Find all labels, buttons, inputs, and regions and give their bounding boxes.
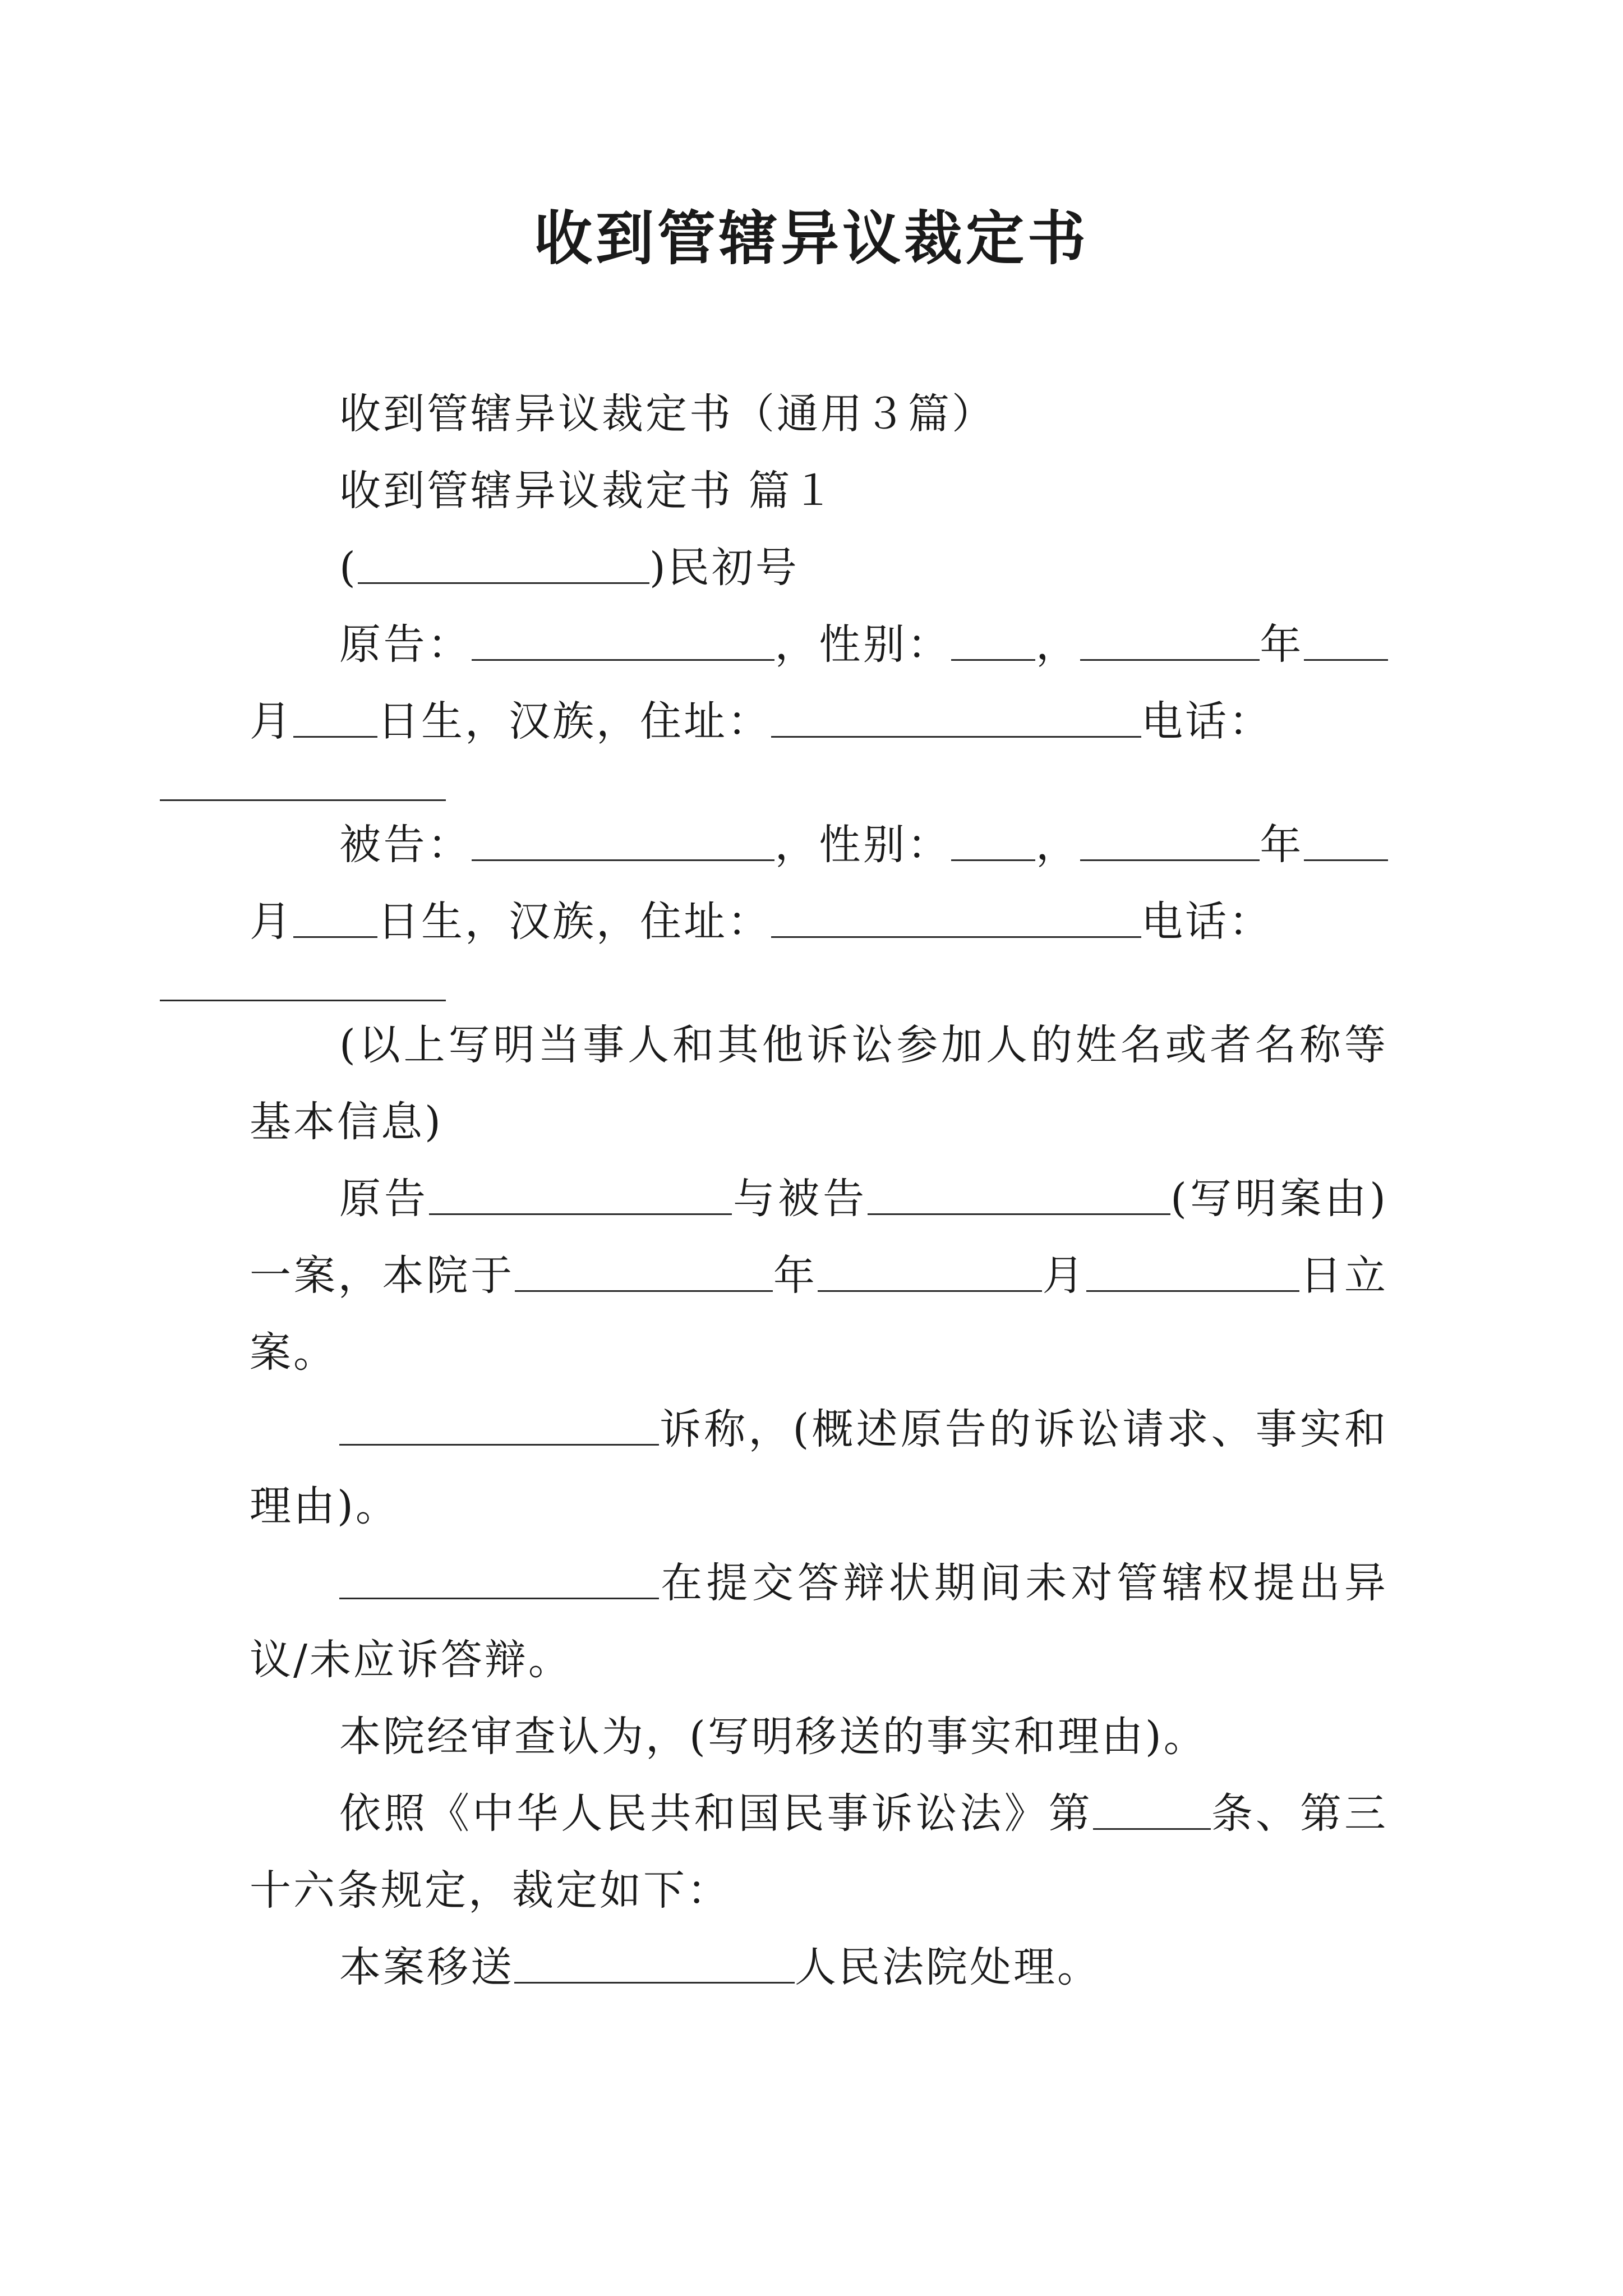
year-label: 年 — [1259, 821, 1304, 869]
defendant-gender-blank[interactable] — [951, 818, 1035, 861]
filing-month-blank[interactable] — [818, 1249, 1042, 1292]
claim-text: 诉称，(概述原告的诉讼请求、事实和理由)。 — [250, 1405, 1388, 1530]
defendant-paragraph — [250, 807, 1388, 1001]
case-number-close: )民初号 — [649, 544, 799, 592]
legal-basis-text-1: 依照《中华人民共和国民事诉讼法》第 — [339, 1789, 1093, 1838]
filing-day-blank[interactable] — [1086, 1249, 1299, 1292]
legal-basis-text-2: 条、第三十六条规定，裁定如下： — [250, 1789, 1389, 1915]
case-intro-plaintiff-label: 原告 — [339, 1175, 430, 1223]
plaintiff-birth-year-blank[interactable] — [1080, 618, 1260, 661]
parties-note: (以上写明当事人和其他诉讼参加人的姓名或者名称等基本信息) — [250, 1021, 1388, 1146]
defendant-phone-blank[interactable] — [160, 960, 446, 1001]
plaintiff-birth-day-blank[interactable] — [293, 694, 377, 738]
objection-text: 在提交答辩状期间未对管辖权提出异议/未应诉答辩。 — [250, 1559, 1388, 1684]
defendant-name-blank[interactable] — [472, 818, 774, 861]
gender-label: ，性别： — [774, 821, 952, 869]
case-intro-defendant-label: 与被告 — [732, 1175, 868, 1223]
birth-ethnic-address-label: 日生，汉族，住址： — [377, 697, 771, 746]
case-number-open: ( — [339, 544, 358, 592]
article-heading: 收到管辖异议裁定书 篇１ — [339, 467, 836, 515]
case-intro-plaintiff-blank[interactable] — [429, 1172, 732, 1215]
birth-ethnic-address-label: 日生，汉族，住址： — [377, 898, 771, 946]
defendant-birth-year-blank[interactable] — [1080, 818, 1260, 861]
document-title: 收到管辖异议裁定书 — [533, 204, 1089, 273]
transfer-text-2: 人民法院处理。 — [795, 1943, 1101, 1991]
month-label: 月 — [250, 898, 293, 946]
plaintiff-name-blank[interactable] — [472, 618, 774, 661]
legal-basis-paragraph — [250, 1775, 1388, 1929]
claimant-blank[interactable] — [339, 1402, 659, 1446]
filing-year-label: 年 — [773, 1251, 818, 1300]
comma: ， — [1035, 821, 1080, 869]
case-number-line — [250, 530, 1388, 606]
plaintiff-birth-month-blank[interactable] — [1304, 618, 1388, 661]
case-intro-paragraph — [250, 1161, 1388, 1391]
defendant-address-blank[interactable] — [771, 895, 1141, 938]
phone-label: 电话： — [1141, 898, 1272, 946]
month-label: 月 — [250, 697, 293, 746]
plaintiff-gender-blank[interactable] — [951, 618, 1035, 661]
comma: ， — [1035, 620, 1080, 669]
transfer-paragraph — [250, 1929, 1388, 2006]
review-paragraph: 本院经审查认为，(写明移送的事实和理由)。 — [339, 1713, 1207, 1761]
defendant-birth-month-blank[interactable] — [1304, 818, 1388, 861]
plaintiff-address-blank[interactable] — [771, 694, 1141, 738]
plaintiff-label: 原告： — [339, 620, 472, 669]
plaintiff-paragraph — [250, 606, 1388, 801]
objection-paragraph — [250, 1545, 1388, 1699]
case-intro-cause-text: (写明案由)一案，本院于 — [250, 1175, 1388, 1300]
plaintiff-phone-blank[interactable] — [160, 760, 446, 801]
objecting-party-blank[interactable] — [339, 1556, 659, 1599]
year-label: 年 — [1259, 620, 1304, 669]
subtitle: 收到管辖异议裁定书（通用３篇） — [339, 390, 995, 438]
filing-year-blank[interactable] — [515, 1249, 773, 1292]
transfer-text-1: 本案移送 — [339, 1943, 514, 1991]
document-body — [250, 376, 1388, 2006]
phone-label: 电话： — [1141, 697, 1272, 746]
filing-day-text: 日立案。 — [250, 1251, 1389, 1377]
defendant-birth-day-blank[interactable] — [293, 895, 377, 938]
receiving-court-blank[interactable] — [514, 1940, 795, 1984]
defendant-label: 被告： — [339, 821, 472, 869]
case-number-blank[interactable] — [358, 541, 649, 584]
claim-paragraph — [250, 1391, 1388, 1545]
gender-label: ，性别： — [774, 620, 952, 669]
case-intro-defendant-blank[interactable] — [868, 1172, 1170, 1215]
filing-month-label: 月 — [1041, 1251, 1087, 1300]
article-number-blank[interactable] — [1093, 1787, 1211, 1830]
